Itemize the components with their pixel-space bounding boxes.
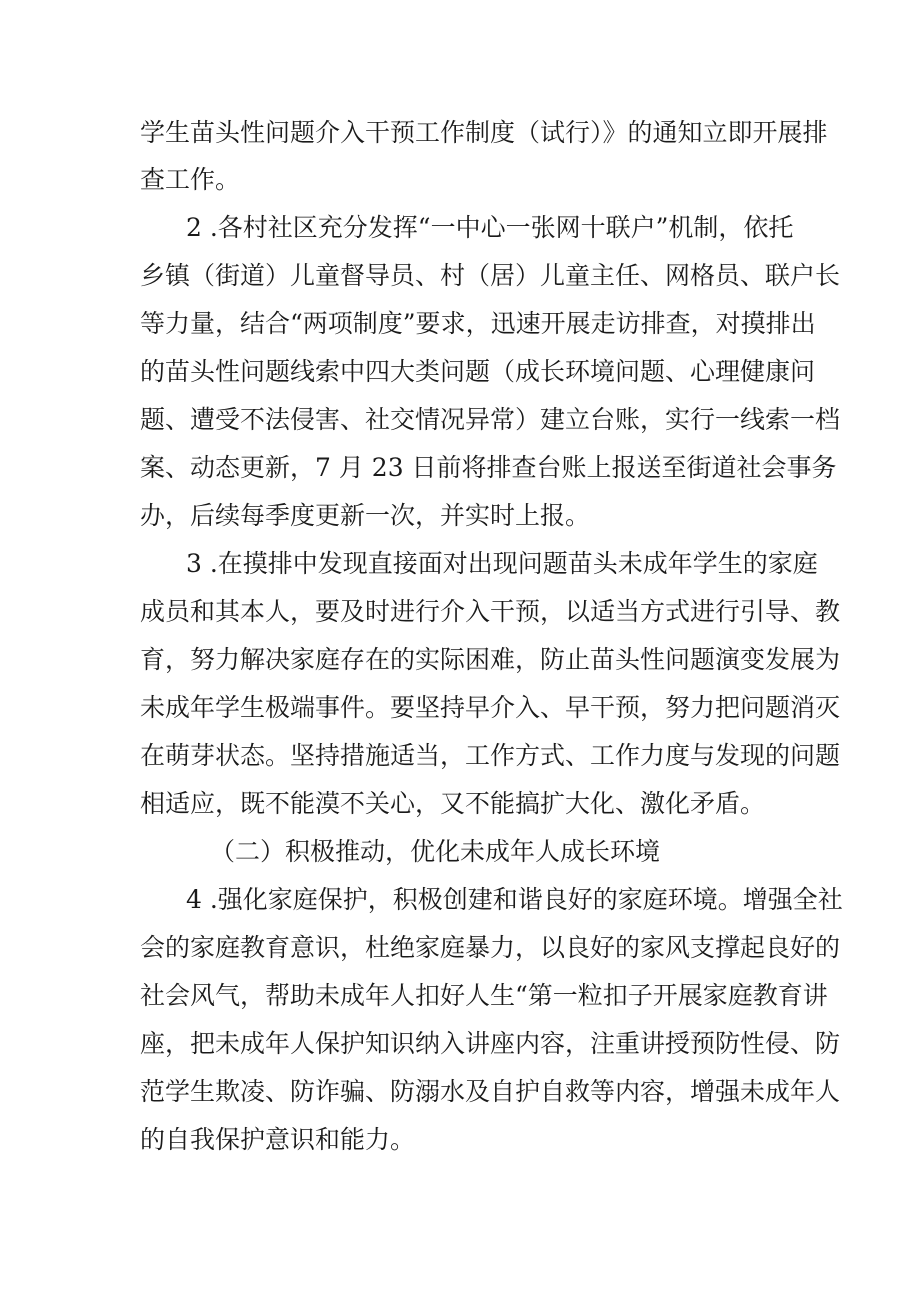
text-line-2: 查工作。 [140,165,241,194]
paragraph-2-start: 2 .各村社区充分发挥“一中心一张网十联户”机制，依托 [186,213,794,242]
text-line-15: 相适应，既不能漠不关心，又不能搞扩大化、激化矛盾。 [140,789,766,818]
text-line-22: 的自我保护意识和能力。 [140,1125,416,1154]
text-line-13: 未成年学生极端事件。要坚持早介入、早干预，努力把问题消灭 [140,693,841,722]
text-line-19: 社会风气，帮助未成年人扣好人生“第一粒扣子开展家庭教育讲 [140,981,828,1010]
text-line-12: 育，努力解决家庭存在的实际困难，防止苗头性问题演变发展为 [140,645,841,674]
text-line-20: 座，把未成年人保护知识纳入讲座内容，注重讲授预防性侵、防 [140,1029,841,1058]
paragraph-3-start: 3 .在摸排中发现直接面对出现问题苗头未成年学生的家庭 [186,549,818,578]
text-line-18: 会的家庭教育意识，杜绝家庭暴力，以良好的家风支撑起良好的 [140,933,841,962]
text-line-4: 乡镇（街道）儿童督导员、村（居）儿童主任、网格员、联户长 [140,261,841,290]
text-line-6: 的苗头性问题线索中四大类问题（成长环境问题、心理健康问 [140,357,816,386]
text-line-8: 案、动态更新，7 月 23 日前将排查台账上报送至街道社会事务 [140,453,837,482]
text-line-9: 办，后续每季度更新一次，并实时上报。 [140,501,591,530]
text-line-7: 题、遭受不法侵害、社交情况异常）建立台账，实行一线索一档 [140,405,841,434]
text-line-14: 在萌芽状态。坚持措施适当，工作方式、工作力度与发现的问题 [140,741,841,770]
section-heading: （二）积极推动，优化未成年人成长环境 [210,837,661,866]
text-line-1: 学生苗头性问题介入干预工作制度（试行）》的通知立即开展排 [140,118,828,147]
paragraph-4-start: 4 .强化家庭保护，积极创建和谐良好的家庭环境。增强全社 [186,885,843,914]
text-line-21: 范学生欺凌、防诈骗、防溺水及自护自救等内容，增强未成年人 [140,1077,841,1106]
text-line-5: 等力量，结合“两项制度”要求，迅速开展走访排查，对摸排出 [140,309,816,338]
text-line-11: 成员和其本人，要及时进行介入干预，以适当方式进行引导、教 [140,597,841,626]
